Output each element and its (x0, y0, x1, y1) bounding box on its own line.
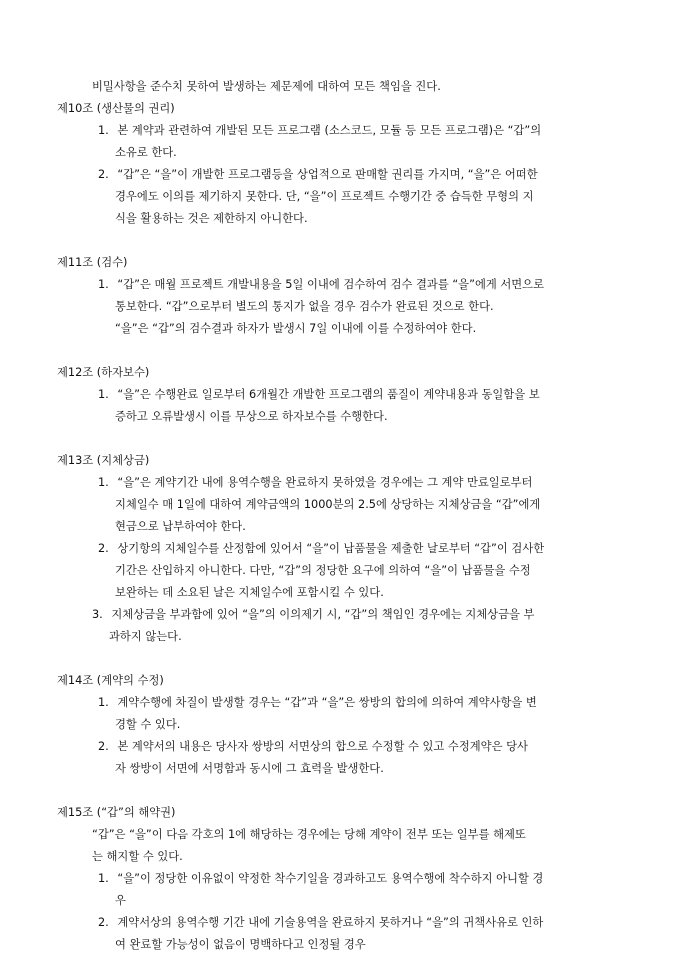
item-number: 1. (98, 388, 109, 401)
item-number: 1. (98, 124, 109, 137)
article-10-item-2 (0, 164, 680, 186)
article-15-para-line: “갑”은 “을”이 다음 각호의 1에 해당하는 경우에는 당해 계약이 전부 또는 일부를 해제또 (92, 828, 526, 841)
item-number: 1. (98, 476, 109, 489)
item-line: 소유로 한다. (115, 146, 177, 159)
item-number: 1. (98, 872, 109, 885)
item-line: 우 (115, 894, 126, 907)
article-15-title: 제15조 (“갑”의 해약권) (57, 806, 176, 819)
item-number: 3. (92, 608, 103, 621)
item-number: 2. (98, 916, 109, 929)
item-line: 통보한다. “갑”으로부터 별도의 통지가 없을 경우 검수가 완료된 것으로 한다. (115, 300, 494, 313)
item-line: 경할 수 있다. (115, 718, 181, 731)
item-line: 본 계약과 관련하여 개발된 모든 프로그램 (소스코드, 모듈 등 모든 프로그램)은 “갑”의 (117, 124, 542, 137)
item-line: “갑”은 매월 프로젝트 개발내용을 5일 이내에 검수하여 검수 결과를 “을”에게 서면으로 (117, 278, 545, 291)
item-line: “을”이 정당한 이유없이 약정한 착수기일을 경과하고도 용역수행에 착수하지 아니할 경 (117, 872, 544, 885)
item-line: 지체상금을 부과함에 있어 “을”의 이의제기 시, “갑”의 책임인 경우에는 지체상금을 부 (111, 608, 535, 621)
item-line: 지체일수 매 1일에 대하여 계약금액의 1000분의 2.5에 상당하는 지체상금을 “갑”에게 (115, 498, 541, 511)
item-line: 계약수행에 차질이 발생할 경우는 “갑”과 “을”은 쌍방의 합의에 의하여 계약사항을 변 (117, 696, 537, 709)
item-line: “을”은 수행완료 일로부터 6개월간 개발한 프로그램의 품질이 계약내용과 동일함을 보 (117, 388, 540, 401)
item-line: 식을 활용하는 것은 제한하지 아니한다. (115, 212, 308, 225)
item-number: 2. (98, 168, 109, 181)
article-14-title: 제14조 (계약의 수정) (57, 674, 164, 687)
article-10-item-1 (0, 120, 680, 142)
item-number: 1. (98, 696, 109, 709)
item-line: “을”은 계약기간 내에 용역수행을 완료하지 못하였을 경우에는 그 계약 만료일로부터 (117, 476, 533, 489)
item-number: 2. (98, 542, 109, 555)
item-line: 기간은 산입하지 아니한다. 다만, “갑”의 정당한 요구에 의하여 “을”이 납품물을 수정 (115, 564, 531, 577)
item-line: 현금으로 납부하여야 한다. (115, 520, 246, 533)
item-line: 본 계약서의 내용은 당사자 쌍방의 서면상의 합으로 수정할 수 있고 수정계약은 당사 (117, 740, 528, 753)
article-13-title: 제13조 (지체상금) (57, 454, 150, 467)
item-line: 증하고 오류발생시 이를 무상으로 하자보수를 수행한다. (115, 410, 388, 423)
article-13-item-3 (0, 604, 680, 626)
article-15-item-1 (0, 868, 680, 890)
item-line: 경우에도 이의를 제기하지 못한다. 단, “을”이 프로젝트 수행기간 중 습득한 무형의 지 (115, 190, 534, 203)
item-line: 자 쌍방이 서면에 서명함과 동시에 그 효력을 발생한다. (115, 762, 384, 775)
article-14-item-2 (0, 736, 680, 758)
item-number: 1. (98, 278, 109, 291)
item-line: 과하지 않는다. (109, 630, 182, 643)
article-12-title: 제12조 (하자보수) (57, 366, 150, 379)
contract-page (0, 76, 680, 956)
article-14-item-1 (0, 692, 680, 714)
item-line: 상기항의 지체일수를 산정함에 있어서 “을”이 납품물을 제출한 날로부터 “갑”이 검사한 (117, 542, 545, 555)
article-13-item-1 (0, 472, 680, 494)
article-10-title: 제10조 (생산물의 권리) (57, 102, 175, 115)
intro-line: 비밀사항을 준수치 못하여 발생하는 제문제에 대하여 모든 책임을 진다. (92, 80, 441, 93)
article-11-title: 제11조 (검수) (57, 256, 128, 269)
article-12-item-1 (0, 384, 680, 406)
item-line: “을”은 “갑”의 검수결과 하자가 발생시 7일 이내에 이를 수정하여야 한다. (115, 322, 477, 335)
article-11-item-1 (0, 274, 680, 296)
item-line: 보완하는 데 소요된 날은 지체일수에 포함시킬 수 있다. (115, 586, 384, 599)
item-number: 2. (98, 740, 109, 753)
article-15-para-line: 는 해지할 수 있다. (92, 850, 183, 863)
item-line: 여 완료할 가능성이 없음이 명백하다고 인정될 경우 (115, 938, 366, 951)
item-line: 계약서상의 용역수행 기간 내에 기술용역을 완료하지 못하거나 “을”의 귀책사유로 인하 (117, 916, 544, 929)
article-15-item-2 (0, 912, 680, 934)
item-line: “갑”은 “을”이 개발한 프로그램등을 상업적으로 판매할 권리를 가지며, “을”은 어떠한 (117, 168, 538, 181)
article-13-item-2 (0, 538, 680, 560)
